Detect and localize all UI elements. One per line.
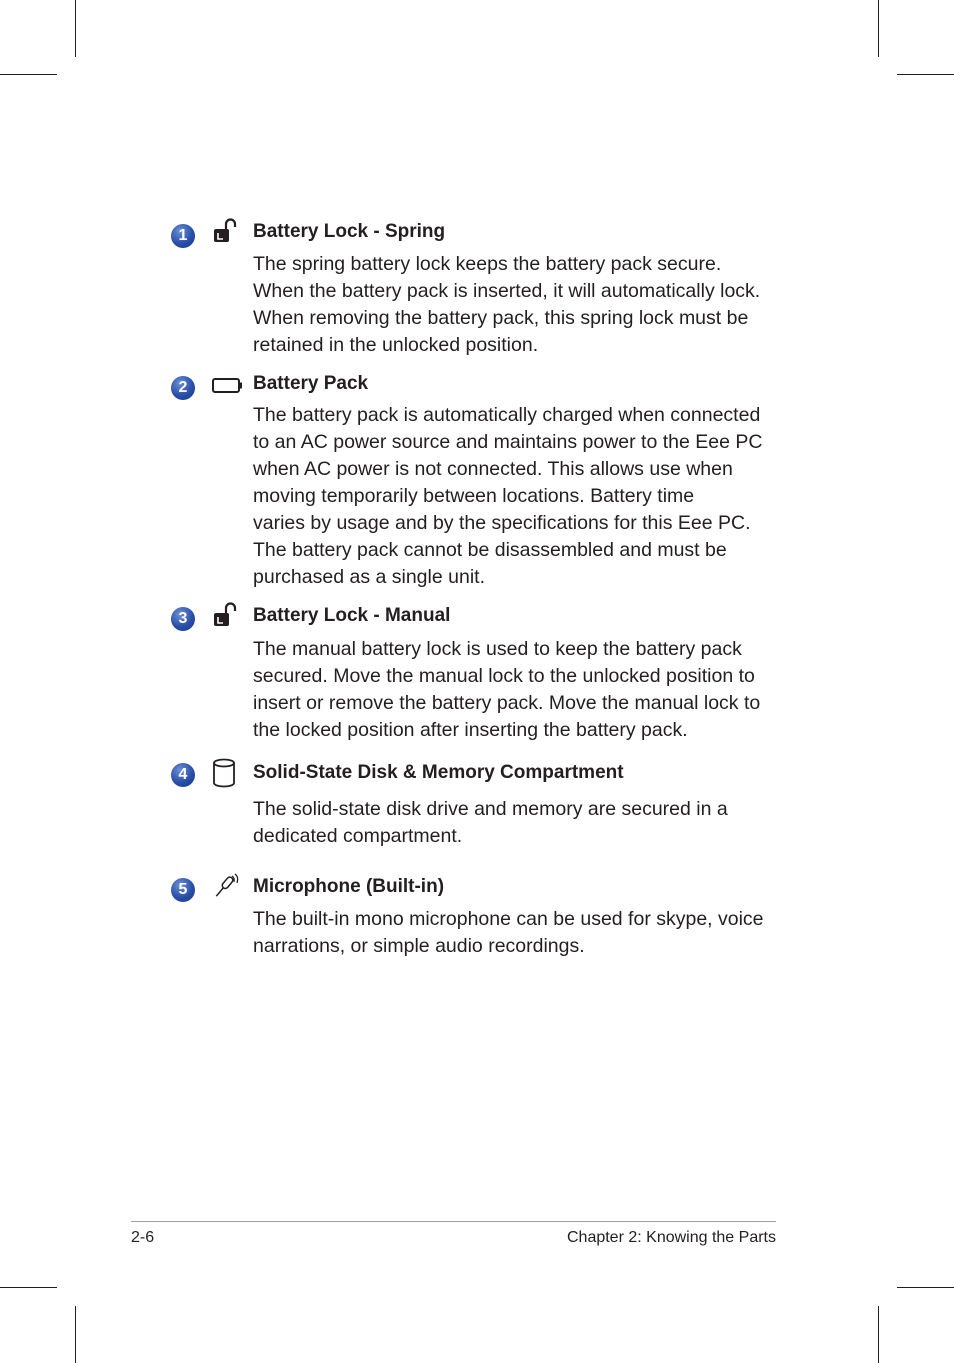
crop-mark bbox=[878, 0, 879, 57]
manual-lock-icon bbox=[211, 601, 241, 631]
item-title: Microphone (Built-in) bbox=[253, 876, 445, 897]
battery-icon bbox=[211, 370, 241, 400]
crop-mark bbox=[878, 1306, 879, 1363]
item-title: Battery Pack bbox=[253, 373, 369, 394]
callout-number: 2 bbox=[171, 376, 195, 400]
callout-number: 4 bbox=[171, 763, 195, 787]
crop-mark bbox=[75, 1306, 76, 1363]
crop-mark bbox=[0, 1287, 57, 1288]
disk-icon bbox=[211, 757, 241, 787]
crop-mark bbox=[897, 74, 954, 75]
footer-divider bbox=[131, 1221, 776, 1222]
item-title: Battery Lock - Manual bbox=[253, 605, 451, 626]
item-title: Solid-State Disk & Memory Compartment bbox=[253, 762, 624, 783]
item-description: The manual battery lock is used to keep the battery pack secured. Move the manual lock to the unlocked position to insert or remove the battery pack. Move the manual lock to the locked position after inserting the battery pack. bbox=[253, 638, 761, 741]
item-description: The solid-state disk drive and memory are secured in a dedicated compartment. bbox=[253, 798, 728, 847]
item-description: The built-in mono microphone can be used for skype, voice narrations, or simple audio recordings. bbox=[253, 908, 764, 957]
crop-mark bbox=[0, 74, 57, 75]
spring-lock-icon bbox=[211, 217, 241, 247]
item-description: The battery pack is automatically charged when connected to an AC power source and maintains power to the Eee PC when AC power is not connected. This allows use when moving temporarily between locations. Battery time varies by usage and by the specifications for this Eee PC. The battery pack cannot be disassembled and must be purchased as a single unit. bbox=[253, 404, 763, 588]
page-number: 2-6 bbox=[131, 1229, 155, 1246]
crop-mark bbox=[75, 0, 76, 57]
chapter-title: Chapter 2: Knowing the Parts bbox=[566, 1229, 776, 1246]
item-description: The spring battery lock keeps the battery pack secure. When the battery pack is inserted, it will automatically lock. When removing the battery pack, this spring lock must be retained in the unlocked position. bbox=[253, 253, 761, 356]
crop-mark bbox=[897, 1287, 954, 1288]
callout-number: 3 bbox=[171, 607, 195, 631]
microphone-icon bbox=[211, 872, 241, 902]
item-title: Battery Lock - Spring bbox=[253, 221, 446, 242]
callout-number: 1 bbox=[171, 224, 195, 248]
callout-number: 5 bbox=[171, 878, 195, 902]
